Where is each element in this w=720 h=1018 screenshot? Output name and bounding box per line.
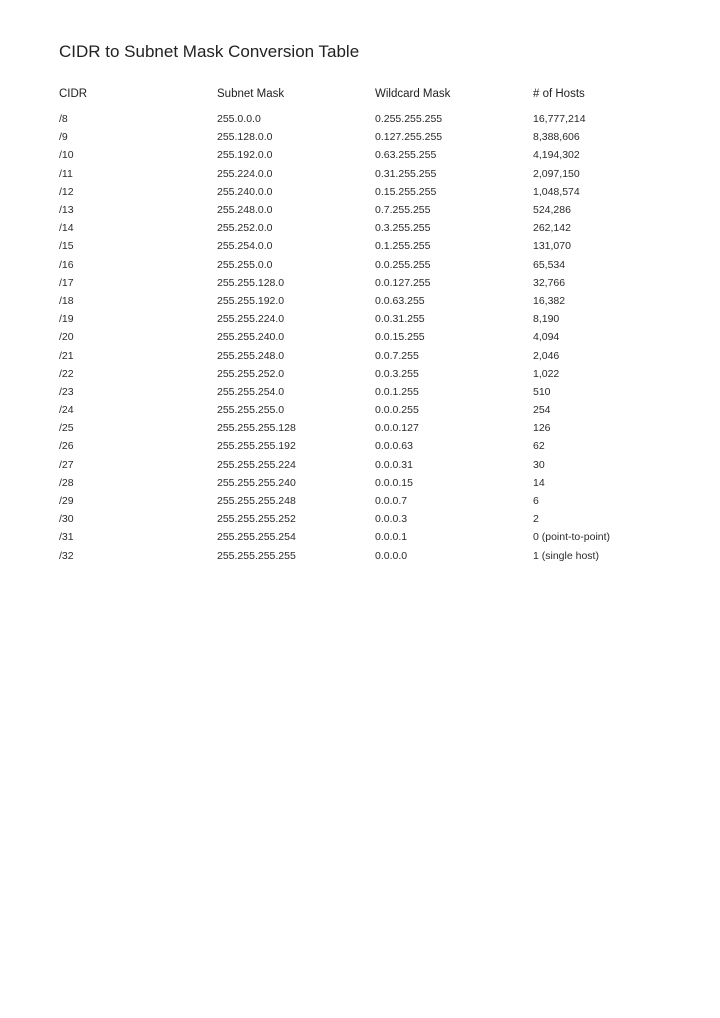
cell-subnet-mask: 255.255.128.0 [217, 276, 285, 289]
table-row [59, 401, 679, 419]
cell-wildcard-mask: 0.7.255.255 [375, 204, 431, 217]
cell-wildcard-mask: 0.0.31.255 [375, 313, 425, 326]
table-row [59, 219, 679, 237]
cell-wildcard-mask: 0.0.15.255 [375, 331, 425, 344]
cell-subnet-mask: 255.255.255.252 [217, 513, 296, 526]
cell-cidr: /26 [59, 440, 74, 453]
table-row [59, 528, 679, 546]
cell-subnet-mask: 255.128.0.0 [217, 131, 273, 144]
table-row [59, 328, 679, 346]
table-row [59, 237, 679, 255]
cell-subnet-mask: 255.0.0.0 [217, 113, 261, 126]
cell-wildcard-mask: 0.1.255.255 [375, 240, 431, 253]
cell-hosts: 30 [533, 458, 545, 471]
cell-hosts: 32,766 [533, 276, 566, 289]
cell-subnet-mask: 255.255.254.0 [217, 385, 285, 398]
cell-cidr: /9 [59, 131, 68, 144]
cell-cidr: /21 [59, 349, 74, 362]
cell-hosts: 524,286 [533, 204, 571, 217]
table-row [59, 346, 679, 364]
cell-wildcard-mask: 0.15.255.255 [375, 185, 437, 198]
cell-cidr: /32 [59, 549, 74, 562]
cell-subnet-mask: 255.255.255.224 [217, 458, 296, 471]
table-row [59, 383, 679, 401]
cell-subnet-mask: 255.255.240.0 [217, 331, 285, 344]
cell-cidr: /17 [59, 276, 74, 289]
table-row [59, 492, 679, 510]
table-row [59, 274, 679, 292]
table-row [59, 292, 679, 310]
cell-wildcard-mask: 0.0.127.255 [375, 276, 431, 289]
cell-subnet-mask: 255.255.255.248 [217, 495, 296, 508]
cell-hosts: 4,194,302 [533, 149, 580, 162]
header-subnet-mask: Subnet Mask [217, 88, 285, 100]
table-row [59, 456, 679, 474]
table-row [59, 165, 679, 183]
cell-hosts: 8,388,606 [533, 131, 580, 144]
cell-wildcard-mask: 0.63.255.255 [375, 149, 437, 162]
cell-hosts: 2 [533, 513, 539, 526]
table-row [59, 201, 679, 219]
table-header-row [59, 84, 679, 110]
cell-wildcard-mask: 0.0.7.255 [375, 349, 419, 362]
cell-hosts: 1,022 [533, 367, 560, 380]
cell-subnet-mask: 255.255.255.192 [217, 440, 296, 453]
cell-hosts: 2,046 [533, 349, 560, 362]
cell-hosts: 6 [533, 495, 539, 508]
cell-hosts: 262,142 [533, 222, 571, 235]
cell-wildcard-mask: 0.0.0.1 [375, 531, 408, 544]
cell-wildcard-mask: 0.0.0.0 [375, 549, 408, 562]
table-row [59, 437, 679, 455]
cell-cidr: /27 [59, 458, 74, 471]
cell-wildcard-mask: 0.0.0.7 [375, 495, 408, 508]
cell-hosts: 2,097,150 [533, 167, 580, 180]
cell-cidr: /30 [59, 513, 74, 526]
cell-subnet-mask: 255.192.0.0 [217, 149, 273, 162]
table-body [59, 110, 679, 565]
table-row [59, 474, 679, 492]
cell-hosts: 254 [533, 404, 551, 417]
table-row [59, 419, 679, 437]
cell-subnet-mask: 255.255.248.0 [217, 349, 285, 362]
cell-cidr: /11 [59, 167, 73, 180]
cell-wildcard-mask: 0.0.0.63 [375, 440, 413, 453]
cell-cidr: /24 [59, 404, 74, 417]
cell-cidr: /19 [59, 313, 74, 326]
cell-subnet-mask: 255.252.0.0 [217, 222, 273, 235]
cell-cidr: /29 [59, 495, 74, 508]
table-row [59, 110, 679, 128]
cell-subnet-mask: 255.255.224.0 [217, 313, 285, 326]
cell-cidr: /28 [59, 476, 74, 489]
cell-wildcard-mask: 0.31.255.255 [375, 167, 437, 180]
cell-cidr: /18 [59, 294, 74, 307]
cell-cidr: /20 [59, 331, 74, 344]
cell-hosts: 1,048,574 [533, 185, 580, 198]
cell-hosts: 0 (point-to-point) [533, 531, 611, 544]
cell-wildcard-mask: 0.0.63.255 [375, 294, 425, 307]
cell-cidr: /10 [59, 149, 74, 162]
cell-hosts: 65,534 [533, 258, 566, 271]
cell-subnet-mask: 255.255.252.0 [217, 367, 285, 380]
cell-subnet-mask: 255.255.255.0 [217, 404, 285, 417]
cell-wildcard-mask: 0.0.0.15 [375, 476, 413, 489]
table-row [59, 128, 679, 146]
cell-hosts: 126 [533, 422, 551, 435]
cell-hosts: 62 [533, 440, 545, 453]
cell-cidr: /15 [59, 240, 74, 253]
cell-subnet-mask: 255.254.0.0 [217, 240, 273, 253]
cell-hosts: 1 (single host) [533, 549, 599, 562]
cell-subnet-mask: 255.224.0.0 [217, 167, 273, 180]
table-row [59, 510, 679, 528]
table-row [59, 183, 679, 201]
cell-cidr: /25 [59, 422, 74, 435]
cell-hosts: 8,190 [533, 313, 560, 326]
cell-hosts: 16,777,214 [533, 113, 586, 126]
cell-wildcard-mask: 0.0.0.127 [375, 422, 419, 435]
cell-subnet-mask: 255.248.0.0 [217, 204, 273, 217]
header-hosts: # of Hosts [533, 88, 585, 100]
cell-wildcard-mask: 0.0.3.255 [375, 367, 419, 380]
cell-subnet-mask: 255.255.255.240 [217, 476, 296, 489]
page-title: CIDR to Subnet Mask Conversion Table [59, 42, 360, 61]
header-cidr: CIDR [59, 88, 88, 100]
cell-cidr: /16 [59, 258, 74, 271]
cidr-table [59, 84, 679, 565]
cell-hosts: 510 [533, 385, 551, 398]
cell-wildcard-mask: 0.255.255.255 [375, 113, 443, 126]
cell-subnet-mask: 255.255.192.0 [217, 294, 285, 307]
cell-subnet-mask: 255.255.255.254 [217, 531, 296, 544]
cell-wildcard-mask: 0.3.255.255 [375, 222, 431, 235]
cell-wildcard-mask: 0.127.255.255 [375, 131, 443, 144]
cell-cidr: /13 [59, 204, 74, 217]
table-row [59, 256, 679, 274]
header-wildcard-mask: Wildcard Mask [375, 88, 451, 100]
cell-hosts: 14 [533, 476, 545, 489]
cell-cidr: /23 [59, 385, 74, 398]
table-row [59, 310, 679, 328]
cell-subnet-mask: 255.255.0.0 [217, 258, 273, 271]
cell-hosts: 4,094 [533, 331, 560, 344]
cell-subnet-mask: 255.255.255.255 [217, 549, 296, 562]
cell-cidr: /14 [59, 222, 74, 235]
cell-cidr: /22 [59, 367, 74, 380]
cell-wildcard-mask: 0.0.1.255 [375, 385, 419, 398]
cell-hosts: 16,382 [533, 294, 566, 307]
cell-wildcard-mask: 0.0.0.255 [375, 404, 419, 417]
cell-cidr: /31 [59, 531, 74, 544]
cell-wildcard-mask: 0.0.255.255 [375, 258, 431, 271]
cell-subnet-mask: 255.255.255.128 [217, 422, 296, 435]
cell-cidr: /8 [59, 113, 68, 126]
cell-wildcard-mask: 0.0.0.3 [375, 513, 408, 526]
cell-hosts: 131,070 [533, 240, 571, 253]
cell-cidr: /12 [59, 185, 74, 198]
cell-subnet-mask: 255.240.0.0 [217, 185, 273, 198]
table-row [59, 547, 679, 565]
table-row [59, 146, 679, 164]
cell-wildcard-mask: 0.0.0.31 [375, 458, 413, 471]
table-row [59, 365, 679, 383]
